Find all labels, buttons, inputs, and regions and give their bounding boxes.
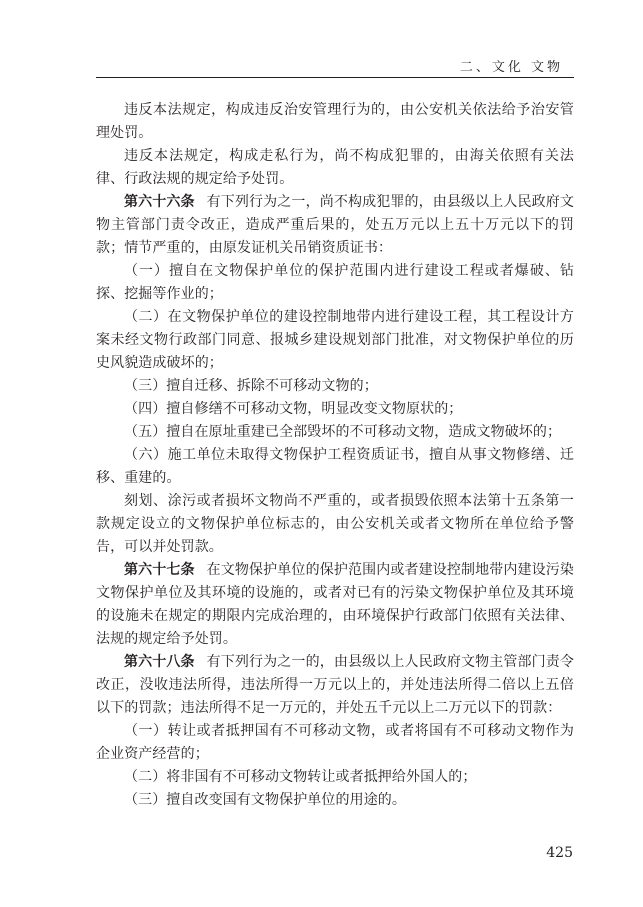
paragraph-text: 有下列行为之一的，由县级以上人民政府文物主管部门责令改正，没收违法所得，违法所得一万元以上的，并处违法所得二倍以上五倍以下的罚款；违法所得不足一万元的，并处五千元以上二万元以下的罚款： xyxy=(96,654,574,716)
paragraph-text: （二）将非国有不可移动文物转让或者抵押给外国人的； xyxy=(124,769,477,785)
paragraph-text: （四）擅自修缮不可移动文物，明显改变文物原状的； xyxy=(124,401,463,417)
article-number: 第六十六条 xyxy=(124,194,195,210)
list-item xyxy=(96,375,574,398)
paragraph-text: （一）转让或者抵押国有不可移动文物，或者将国有不可移动文物作为企业资产经营的； xyxy=(96,723,574,762)
running-head: 二、文化 文物 xyxy=(459,60,563,75)
article-number: 第六十八条 xyxy=(124,654,195,670)
page-number: 425 xyxy=(546,845,573,861)
paragraph-text: （六）施工单位未取得文物保护工程资质证书，擅自从事文物修缮、迁移、重建的。 xyxy=(96,447,574,486)
paragraph-text: 有下列行为之一，尚不构成犯罪的，由县级以上人民政府文物主管部门责令改正，造成严重后果的，处五万元以上五十万元以下的罚款；情节严重的，由原发证机关吊销资质证书： xyxy=(96,194,574,256)
paragraph-article-68 xyxy=(96,651,574,720)
list-item xyxy=(96,789,574,812)
paragraph-text: 刻划、涂污或者损坏文物尚不严重的，或者损毁依照本法第十五条第一款规定设立的文物保护单位标志的，由公安机关或者文物所在单位给予警告，可以并处罚款。 xyxy=(96,493,574,555)
paragraph-text: （二）在文物保护单位的建设控制地带内进行建设工程，其工程设计方案未经文物行政部门同意、报城乡建设规划部门批准，对文物保护单位的历史风貌造成破坏的； xyxy=(96,309,574,371)
paragraph-text: 在文物保护单位的保护范围内或者建设控制地带内建设污染文物保护单位及其环境的设施的，或者对已有的污染文物保护单位及其环境的设施未在规定的期限内完成治理的，由环境保护行政部门依照有关法律、法规的规定给予处罚。 xyxy=(96,562,574,647)
page-body xyxy=(96,99,574,812)
paragraph-text: 违反本法规定，构成走私行为，尚不构成犯罪的，由海关依照有关法律、行政法规的规定给予处罚。 xyxy=(96,148,574,187)
list-item xyxy=(96,421,574,444)
paragraph-article-67 xyxy=(96,559,574,651)
list-item xyxy=(96,306,574,375)
paragraph xyxy=(96,490,574,559)
list-item xyxy=(96,720,574,766)
article-number: 第六十七条 xyxy=(124,562,195,578)
paragraph-text: （五）擅自在原址重建已全部毁坏的不可移动文物，造成文物破坏的； xyxy=(124,424,562,440)
paragraph-text: （三）擅自改变国有文物保护单位的用途的。 xyxy=(124,792,406,808)
paragraph xyxy=(96,145,574,191)
list-item xyxy=(96,444,574,490)
paragraph-article-66 xyxy=(96,191,574,260)
paragraph-text: （三）擅自迁移、拆除不可移动文物的； xyxy=(124,378,378,394)
header-rule xyxy=(96,77,574,78)
list-item xyxy=(96,260,574,306)
paragraph-text: 违反本法规定，构成违反治安管理行为的，由公安机关依法给予治安管理处罚。 xyxy=(96,102,574,141)
paragraph xyxy=(96,99,574,145)
paragraph-text: （一）擅自在文物保护单位的保护范围内进行建设工程或者爆破、钻探、挖掘等作业的； xyxy=(96,263,574,302)
list-item xyxy=(96,398,574,421)
list-item xyxy=(96,766,574,789)
